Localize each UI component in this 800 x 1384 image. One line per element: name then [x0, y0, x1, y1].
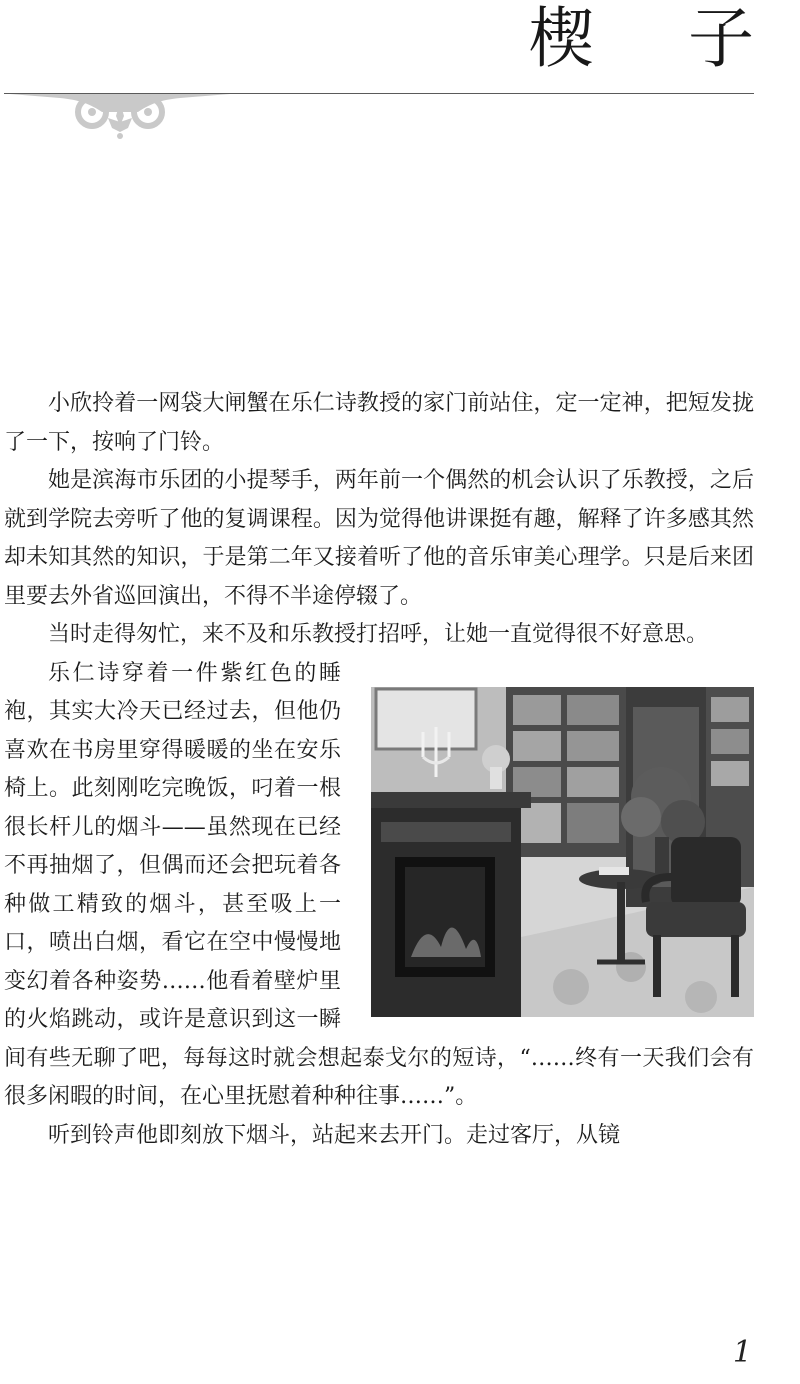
paragraph-1: 小欣拎着一网袋大闸蟹在乐仁诗教授的家门前站住，定一定神，把短发拢了一下，按响了门铃。 [4, 391, 754, 455]
page-title: 楔 子 [528, 0, 791, 77]
paragraph-5: 听到铃声他即刻放下烟斗，站起来去开门。走过客厅，从镜 [48, 1122, 621, 1148]
library-fireplace-photo [371, 687, 754, 1017]
wrapped-text-with-figure [4, 655, 754, 1156]
page-number: 1 [732, 1335, 752, 1370]
photo-drawing [371, 687, 754, 1017]
paragraph-2: 她是滨海市乐团的小提琴手，两年前一个偶然的机会认识了乐教授，之后就到学院去旁听了他的复调课程。因为觉得他讲课挺有趣，解释了许多感其然却未知其然的知识，于是第二年又接着听了他的音乐审美心理学。只是后来团里要去外省巡回演出，不得不半途停辍了。 [4, 468, 754, 609]
body-text [4, 385, 754, 1155]
paragraph-4: 乐仁诗穿着一件紫红色的睡袍，其实大冷天已经过去，但他仍喜欢在书房里穿得暖暖的坐在安乐椅上。此刻刚吃完晚饭，叼着一根很长杆儿的烟斗——虽然现在已经不再抽烟了，但偶而还会把玩着各种做工精致的烟斗，甚至吸上一口，喷出白烟，看它在空中慢慢地变幻着各种姿势……他看着壁炉里的火焰跳动，或许是意识到这一瞬间有些无聊了吧，每每这时就会想起泰戈尔的短诗，“……终有一天我们会有很多闲暇的时间，在心里抚慰着种种往事……”。 [4, 660, 754, 1109]
paragraph-3: 当时走得匆忙，来不及和乐教授打招呼，让她一直觉得很不好意思。 [48, 622, 709, 647]
floral-scroll-ornament-icon [10, 92, 230, 142]
